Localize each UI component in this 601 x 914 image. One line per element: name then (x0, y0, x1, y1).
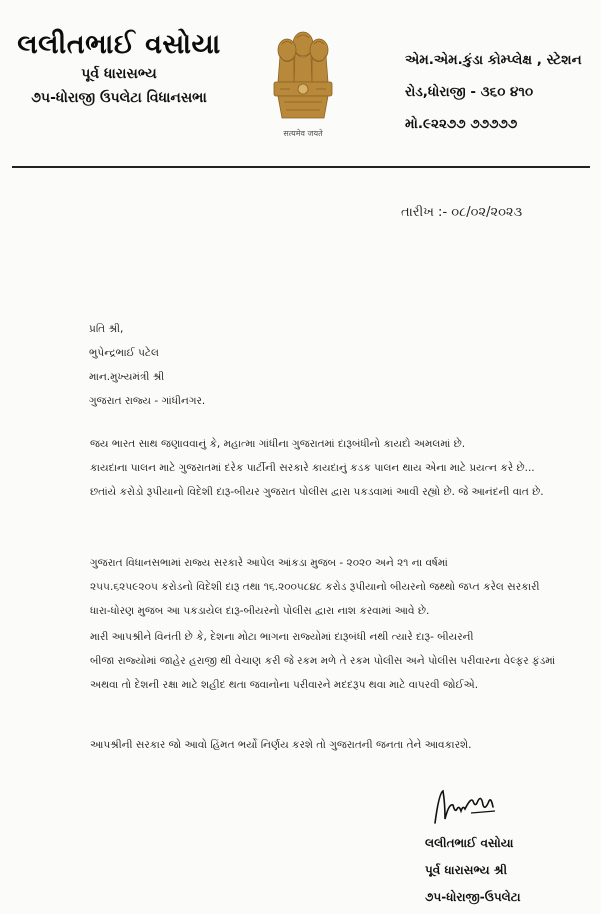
signoff-constituency: ૭૫-ધોરાજી-ઉપલેટા (425, 890, 521, 904)
sender-name: લલીતભાઈ વસોયા (17, 29, 221, 60)
address-line-2: રોડ,ધોરાજી - ૩૬૦ ૪૧૦ (405, 84, 534, 100)
recipient-line: ભુપેન્દ્રભાઈ પટેલ (89, 347, 159, 359)
body-line: મારી આપશ્રીને વિનંતી છે કે, દેશના મોટા ભાગના રાજ્યોમાં દારૂબંધી નથી ત્યારે દારૂ- બીયરની (90, 631, 474, 643)
emblem-motto: सत्यमेव जयते (283, 129, 323, 138)
signoff-name: લલીતભાઈ વસોયા (425, 836, 514, 850)
contact-block (405, 44, 595, 140)
sender-block (14, 28, 224, 110)
body-line: જય ભારત સાથ જણાવવાનું કે, મહાત્મા ગાંધીના ગુજરાતમાં દારૂબંધીનો કાયદો અમલમાં છે. (90, 438, 466, 450)
body-line: છતાંયે કરોડો રૂપીયાનો વિદેશી દારૂ-બીયર ગુજરાત પોલીસ દ્વારા પકડવામાં આવી રહ્યો છે. જે આનંદની વાત છે. (90, 486, 544, 498)
body-line: આપશ્રીની સરકાર જો આવો હિંમત ભર્યો નિર્ણય કરશે તો ગુજરાતની જનતા તેને આવકારશે. (90, 739, 472, 751)
recipient-line: ગુજરાત રાજ્ય - ગાંધીનગર. (89, 395, 206, 407)
sender-designation: પૂર્વ ધારાસભ્ય (81, 66, 157, 82)
recipient-line: માન.મુખ્યમંત્રી શ્રી (89, 371, 165, 383)
body-paragraph-3 (90, 625, 560, 697)
header-divider (12, 166, 590, 168)
address-line-1: એમ.એમ.કુંડા કોમ્પ્લેક્ષ , સ્ટેશન (405, 52, 582, 68)
body-paragraph-2 (90, 551, 560, 623)
recipient-block (89, 317, 205, 413)
recipient-line: પ્રતિ શ્રી, (89, 323, 124, 335)
signoff-block (425, 830, 565, 911)
body-line: ૨૫૫.૬૨૫૯૨૦૫ કરોડનો વિદેશી દારૂ તથા ૧૬.૨૦૦૫૮૪૮ કરોડ રૂપીયાનો બીયરનો જથ્થો જપ્ત કરેલ સરકારી (90, 581, 540, 593)
body-paragraph-4 (90, 733, 560, 757)
body-line: ગુજરાત વિધાનસભામાં રાજ્ય સરકારે આપેલ આંકડા મુજબ - ૨૦૨૦ અને ૨૧ ના વર્ષમાં (90, 557, 448, 569)
handwritten-signature (425, 783, 525, 827)
signoff-designation: પૂર્વ ધારાસભ્ય શ્રી (425, 863, 507, 877)
letter-date: તારીખ :- ૦૮/૦૨/૨૦૨૩ (401, 205, 523, 220)
body-line: અથવા તો દેશની રક્ષા માટે શહીદ થતા જવાનોના પરીવારને મદદરૂપ થવા માટે વાપરવી જોઈએ. (90, 679, 479, 691)
sender-constituency: ૭૫-ધોરાજી ઉપલેટા વિધાનસભા (31, 90, 207, 106)
body-paragraph-1 (90, 432, 560, 504)
mobile-number: મો.૯૨૨૭૭ ૭૭૭૭૭ (405, 116, 518, 132)
body-line: બીજા રાજ્યોમાં જાહેર હરાજી થી વેચાણ કરી જે રકમ મળે તે રકમ પોલીસ અને પોલીસ પરીવારના વેલ્ફર ફંડમાં (90, 655, 556, 667)
body-line: કાયદાના પાલન માટે ગુજરાતમાં દરેક પાર્ટીની સરકારે કાયદાનું કડક પાલન થાય એના માટે પ્રયત્ન કરે છે... (90, 462, 535, 474)
body-line: ધારા-ધોરણ મુજબ આ પકડાયેલ દારૂ-બીયરનો પોલીસ દ્વારા નાશ કરવામાં આવે છે. (90, 605, 430, 617)
